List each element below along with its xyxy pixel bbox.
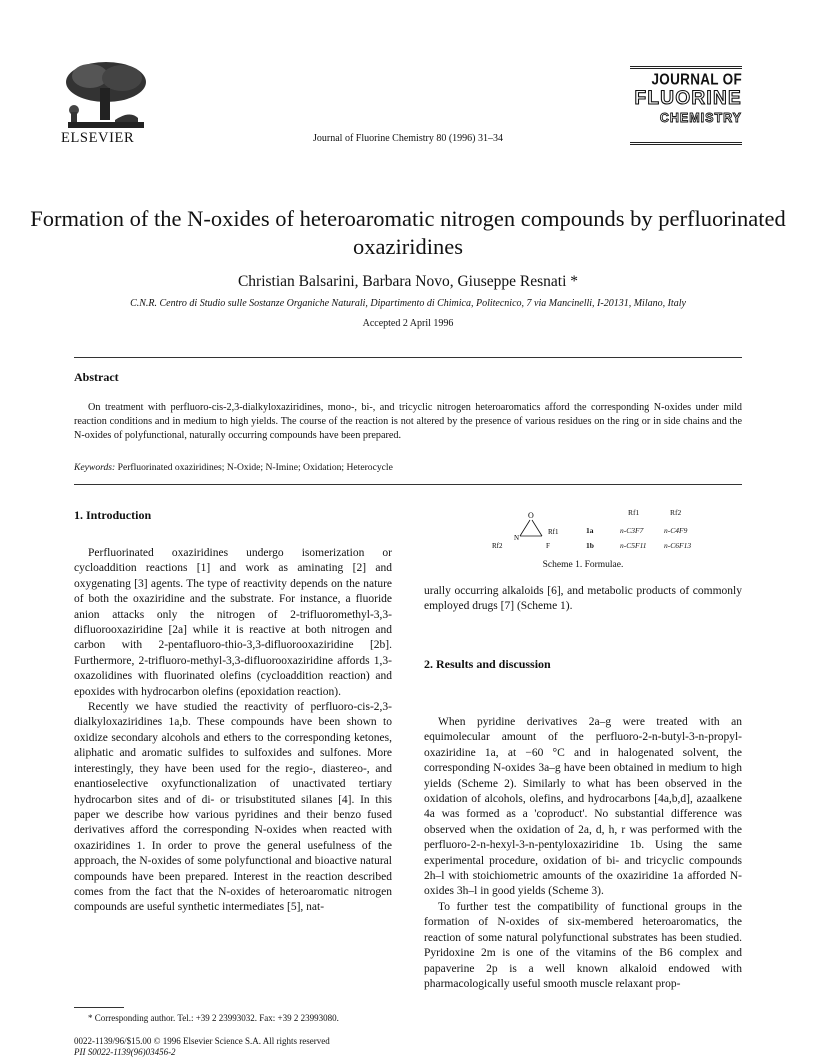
intro-column bbox=[74, 546, 392, 916]
accepted-date: Accepted 2 April 1996 bbox=[362, 318, 454, 329]
svg-text:N: N bbox=[514, 534, 520, 542]
journal-citation: Journal of Fluorine Chemistry 80 (1996) 31–34 bbox=[313, 133, 503, 144]
copyright-notice bbox=[74, 1036, 330, 1058]
section-heading-introduction: 1. Introduction bbox=[74, 508, 152, 522]
compound-rf2: n-C4F9 bbox=[664, 526, 688, 535]
divider bbox=[74, 357, 742, 358]
article-title: Formation of the N-oxides of heteroaromatic nitrogen compounds by perfluorinated oxaziridines bbox=[30, 206, 786, 259]
pii-line: PII S0022-1139(96)03456-2 bbox=[74, 1047, 176, 1057]
compound-id: 1a bbox=[586, 526, 594, 535]
keywords bbox=[74, 462, 742, 473]
publisher-name: ELSEVIER bbox=[61, 130, 135, 146]
svg-text:Rf1: Rf1 bbox=[548, 528, 559, 536]
keywords-list: Perfluorinated oxaziridines; N-Oxide; N-Imine; Oxidation; Heterocycle bbox=[117, 462, 393, 473]
journal-logo-line1: JOURNAL OF bbox=[651, 70, 742, 89]
paragraph: To further test the compatibility of functional groups in the formation of N-oxides of six-membered heteroaromatics, the reaction of some natural polyfunctional substrates has been studied. Pyridoxine 2m is one of the vitamins of the B6 complex and papaverine 2p is a well known alkaloid endowed with pharmacologically useful smooth muscle relaxant prop- bbox=[424, 900, 742, 990]
paragraph: When pyridine derivatives 2a–g were treated with an equimolecular amount of the perfluoro-2-n-butyl-3-n-propyl-oxaziridine 1a, at −60 °C and in halogenated solvent, the corresponding N-oxides 3a–g have been obtained in medium to high yields (Scheme 2). Similarly to what has been observed in the oxidation of alcohols, olefins, and hydrocarbons [4a,b,d], azaalkene 4a was formed as a 'coproduct'. No substantial difference was observed when the oxidation of 2a, d, h, r was performed with the perfluoro-2-n-hexyl-3-n-pentyloxaziridine 1b. Using the same experimental procedure, oxidation of bi- and tricyclic compounds 2h–l with stoichiometric amounts of the oxaziridine 1a afforded N-oxides 3h–l in good yields (Scheme 3). bbox=[424, 716, 742, 898]
scheme-caption: Scheme 1. Formulae. bbox=[542, 560, 624, 570]
author-affiliation: C.N.R. Centro di Studio sulle Sostanze Organiche Naturali, Dipartimento di Chimica, Politecnico, 7 via Mancinelli, I-20131, Milano, Italy bbox=[130, 298, 686, 309]
footnote-rule bbox=[74, 1007, 124, 1008]
journal-logo-line3: CHEMISTRY bbox=[659, 111, 742, 125]
compound-rf2: n-C6F13 bbox=[664, 541, 692, 550]
paragraph: Recently we have studied the reactivity of perfluoro-cis-2,3-dialkyloxaziridines 1a,b. These compounds have been shown to oxidize secondary alcohols and ethers to the corresponding ketones, aliphatic and aromatic sulfides to sulfoxides and sulfones. More interestingly, they have been used for the regio-, diastereo-, and enantioselective oxyfunctionalization of unactivated tertiary hydrocarbon sites and of di- or trisubstituted silanes [4]. In this paper we describe how various pyridines and their benzo fused derivatives afford the corresponding N-oxides when reacted with oxaziridines 1. In order to prove the general usefulness of the approach, the N-oxides of some polyfunctional and bioactive natural compounds have been prepared. Interest in the reaction described comes from the fact that the N-oxides of heteroaromatic nitrogen compounds are useful synthetic intermediates [5], nat- bbox=[74, 701, 392, 914]
svg-text:O: O bbox=[528, 511, 534, 520]
intro-continuation bbox=[424, 584, 742, 615]
scheme-col-head: Rf2 bbox=[670, 508, 682, 517]
elsevier-tree-logo bbox=[60, 58, 152, 128]
compound-rf1: n-C5F11 bbox=[620, 541, 647, 550]
corresponding-author-footnote: * Corresponding author. Tel.: +39 2 23993032. Fax: +39 2 23993080. bbox=[88, 1013, 339, 1023]
copyright-line: 0022-1139/96/$15.00 © 1996 Elsevier Science S.A. All rights reserved bbox=[74, 1036, 330, 1046]
scheme-col-head: Rf1 bbox=[628, 508, 640, 517]
divider bbox=[74, 484, 742, 485]
compound-id: 1b bbox=[586, 541, 594, 550]
paragraph: urally occurring alkaloids [6], and metabolic products of commonly employed drugs [7] (Scheme 1). bbox=[424, 585, 742, 613]
section-heading-results: 2. Results and discussion bbox=[424, 657, 551, 671]
paragraph: Perfluorinated oxaziridines undergo isomerization or cycloaddition reactions [1] and work as aminating [2] and oxygenating [3] agents. The type of reactivity depends on the nature of both the oxaziridine and the substrate. For instance, a fluoride anion attacks only the nitrogen of 2-trifluoromethyl-3,3-difluorooxaziridine [2a] while it is reactive at both nitrogen and carbon with 2-pentafluoro-thio-3,3-difluorooxaziridine [2b]. Furthermore, 2-trifluoro-methyl-3,3-difluorooxaziridine affords 1,3-oxazolidines with fluorinated olefins (cycloaddition reaction) and epoxides with hydrocarbon olefins (epoxidation reaction). bbox=[74, 547, 392, 698]
compound-rf1: n-C3F7 bbox=[620, 526, 644, 535]
article-authors: Christian Balsarini, Barbara Novo, Giuseppe Resnati * bbox=[237, 273, 579, 290]
results-column bbox=[424, 715, 742, 992]
abstract-heading: Abstract bbox=[74, 370, 119, 384]
svg-text:F: F bbox=[546, 542, 550, 550]
abstract-text: On treatment with perfluoro-cis-2,3-dialkyloxaziridines, mono-, bi-, and tricyclic nitrogen heteroaromatics afford the corresponding N-oxides under mild reaction conditions and in medium to high yields. The course of the reaction is not altered by the presence of various residues on the ring or in side chains and the N-oxides of polyfunctional, naturally occurring compounds have been prepared. bbox=[74, 402, 742, 441]
oxaziridine-structure bbox=[490, 510, 570, 552]
keywords-label: Keywords: bbox=[74, 462, 116, 473]
journal-logo-line2: FLUORINE bbox=[634, 88, 742, 109]
journal-logo bbox=[630, 60, 742, 150]
svg-text:Rf2: Rf2 bbox=[492, 542, 503, 550]
